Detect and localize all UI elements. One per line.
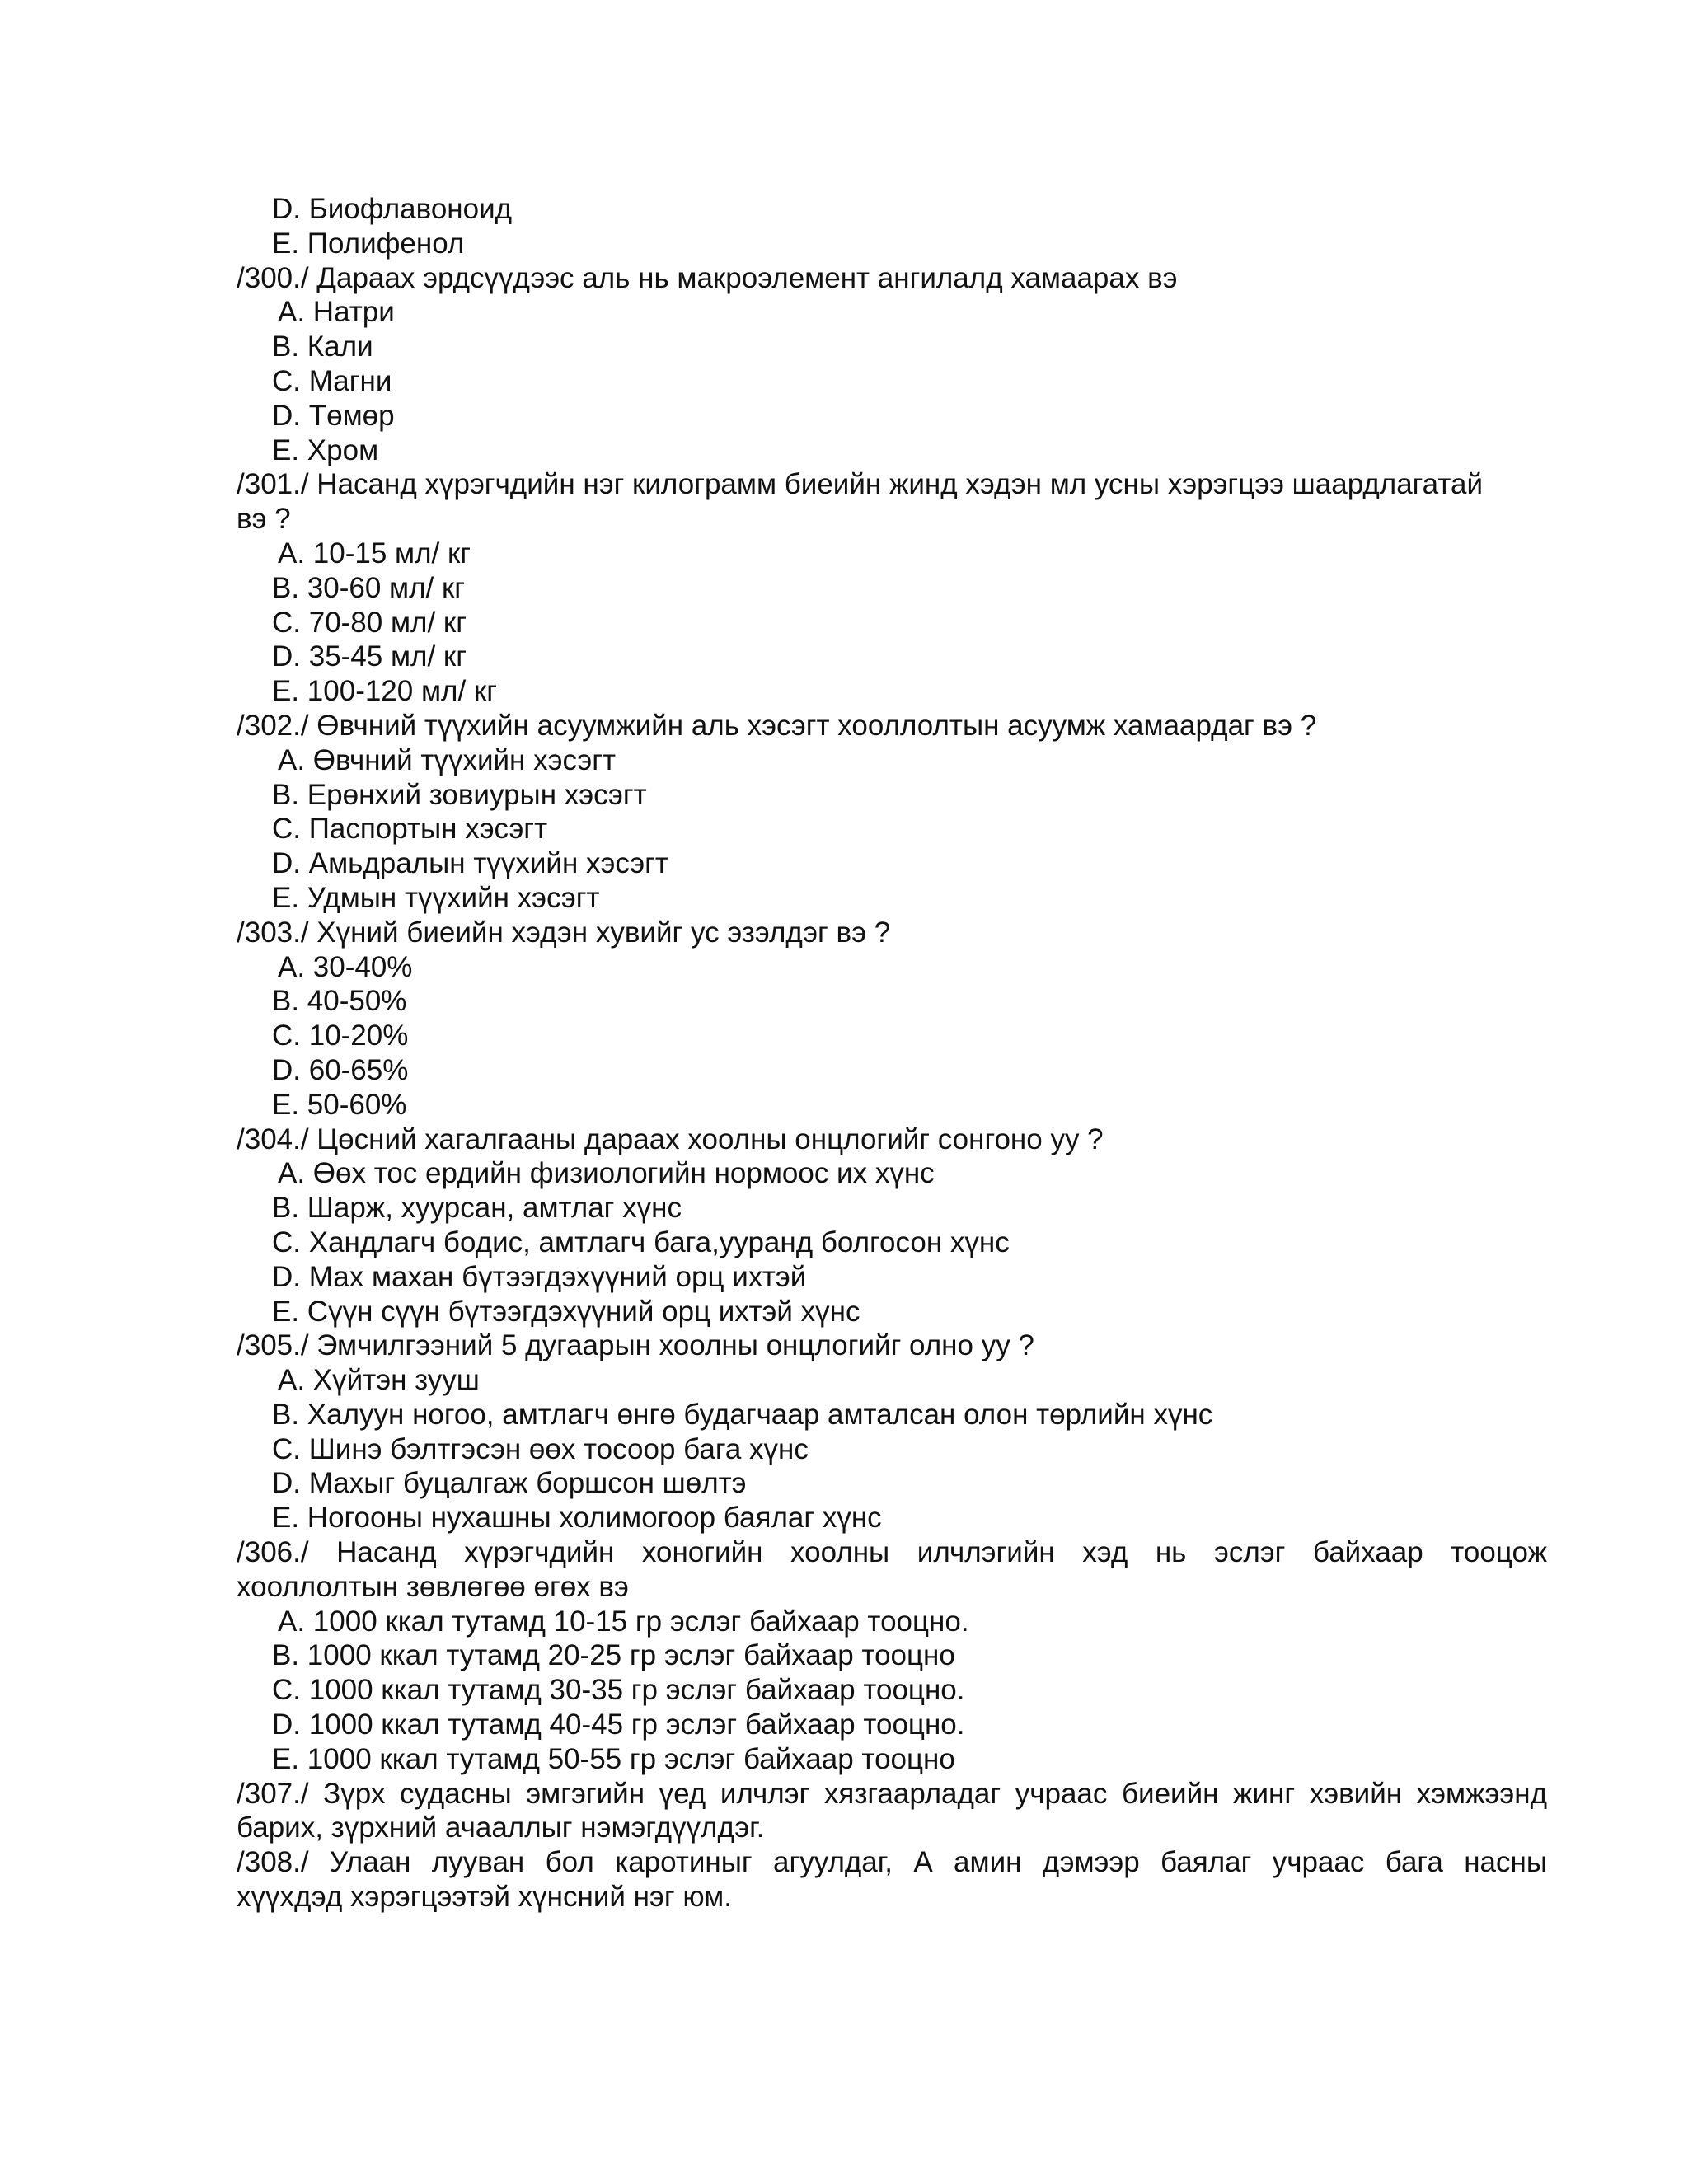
question-306-text-cont: хооллолтын зөвлөгөө өгөх вэ: [237, 1570, 629, 1603]
question-304-option-a: A. Өөх тос ердийн физиологийн нормоос их хүнс: [278, 1157, 935, 1190]
question-304-option-e: E. Сүүн сүүн бүтээгдэхүүний орц ихтэй хүнс: [272, 1295, 860, 1328]
leading-option: E. Полифенол: [272, 227, 465, 260]
question-306-option-c: C. 1000 ккал тутамд 30-35 гр эслэг байхаар тооцно.: [272, 1674, 965, 1707]
question-306-option-d: D. 1000 ккал тутамд 40-45 гр эслэг байхаар тооцно.: [272, 1708, 965, 1741]
question-303-text: /303./ Хүний биеийн хэдэн хувийг ус эзэлдэг вэ ?: [237, 916, 891, 949]
question-301-option-b: B. 30-60 мл/ кг: [272, 571, 466, 604]
question-302-text: /302./ Өвчний түүхийн асуумжийн аль хэсэгт хооллолтын асуумж хамаардаг вэ ?: [237, 709, 1317, 742]
question-300-option-a: A. Натри: [278, 296, 395, 329]
question-303-option-b: B. 40-50%: [272, 985, 407, 1018]
question-305-option-b: B. Халуун ногоо, амтлагч өнгө будагчаар амталсан олон төрлийн хүнс: [272, 1398, 1213, 1431]
question-306-text: /306./ Насанд хүрэгчдийн хоногийн хоолны илчлэгийн хэд нь эслэг байхаар тооцож: [237, 1536, 1547, 1569]
question-300-option-e: E. Хром: [272, 434, 379, 466]
question-304-text: /304./ Цөсний хагалгааны дараах хоолны онцлогийг сонгоно уу ?: [237, 1122, 1104, 1155]
question-302-option-b: B. Ерөнхий зовиурын хэсэгт: [272, 778, 647, 811]
question-302-option-e: E. Удмын түүхийн хэсэгт: [272, 881, 600, 914]
question-306-option-b: B. 1000 ккал тутамд 20-25 гр эслэг байхаар тооцно: [272, 1639, 955, 1672]
question-303-option-d: D. 60-65%: [272, 1053, 409, 1086]
leading-option: D. Биофлавоноид: [272, 193, 513, 225]
question-303-option-e: E. 50-60%: [272, 1088, 407, 1121]
question-306-option-e: E. 1000 ккал тутамд 50-55 гр эслэг байхаар тооцно: [272, 1742, 955, 1775]
question-301-option-a: A. 10-15 мл/ кг: [278, 537, 471, 569]
question-305-option-a: A. Хүйтэн зууш: [278, 1364, 480, 1397]
question-300-option-c: C. Магни: [272, 364, 392, 397]
question-301-option-d: D. 35-45 мл/ кг: [272, 640, 467, 673]
question-307-text: /307./ Зүрх судасны эмгэгийн үед илчлэг хязгаарладаг учраас биеийн жинг хэвийн хэмжээнд: [237, 1777, 1547, 1810]
question-304-option-c: C. Хандлагч бодис, амтлагч бага,ууранд болгосон хүнс: [272, 1226, 1010, 1258]
question-301-text: /301./ Насанд хүрэгчдийн нэг килограмм биеийн жинд хэдэн мл усны хэрэгцээ шаардлагатай: [237, 468, 1484, 501]
question-300-option-b: B. Кали: [272, 330, 373, 363]
question-304-option-d: D. Мах махан бүтээгдэхүүний орц ихтэй: [272, 1260, 807, 1293]
question-308-text: /308./ Улаан лууван бол каротиныг агуулдаг, А амин дэмээр баялаг учраас бага насны: [237, 1846, 1547, 1879]
question-307-text-cont: барих, зүрхний ачааллыг нэмэгдүүлдэг.: [237, 1811, 765, 1844]
question-301-text-cont: вэ ?: [237, 503, 291, 536]
question-302-option-c: C. Паспортын хэсэгт: [272, 813, 548, 846]
question-301-option-c: C. 70-80 мл/ кг: [272, 606, 467, 639]
question-list: [237, 192, 1547, 1915]
question-308-text-cont: хүүхдэд хэрэгцээтэй хүнсний нэг юм.: [237, 1881, 732, 1914]
question-305-option-d: D. Махыг буцалгаж боршсон шөлтэ: [272, 1467, 747, 1500]
question-302-option-d: D. Амьдралын түүхийн хэсэгт: [272, 847, 668, 880]
question-303-option-c: C. 10-20%: [272, 1019, 409, 1052]
question-303-option-a: A. 30-40%: [278, 950, 413, 983]
question-302-option-a: A. Өвчний түүхийн хэсэгт: [278, 743, 617, 776]
question-306-option-a: A. 1000 ккал тутамд 10-15 гр эслэг байхаар тооцно.: [278, 1605, 969, 1638]
question-305-option-c: C. Шинэ бэлтгэсэн өөх тосоор бага хүнс: [272, 1432, 809, 1465]
question-301-option-e: E. 100-120 мл/ кг: [272, 675, 497, 708]
question-300-text: /300./ Дараах эрдсүүдээс аль нь макроэлемент ангилалд хамаарах вэ: [237, 261, 1178, 294]
question-305-text: /305./ Эмчилгээний 5 дугаарын хоолны онцлогийг олно уу ?: [237, 1329, 1034, 1362]
question-304-option-b: B. Шарж, хуурсан, амтлаг хүнс: [272, 1192, 682, 1225]
question-300-option-d: D. Төмөр: [272, 399, 395, 432]
question-305-option-e: E. Ногооны нухашны холимогоор баялаг хүнс: [272, 1502, 882, 1535]
